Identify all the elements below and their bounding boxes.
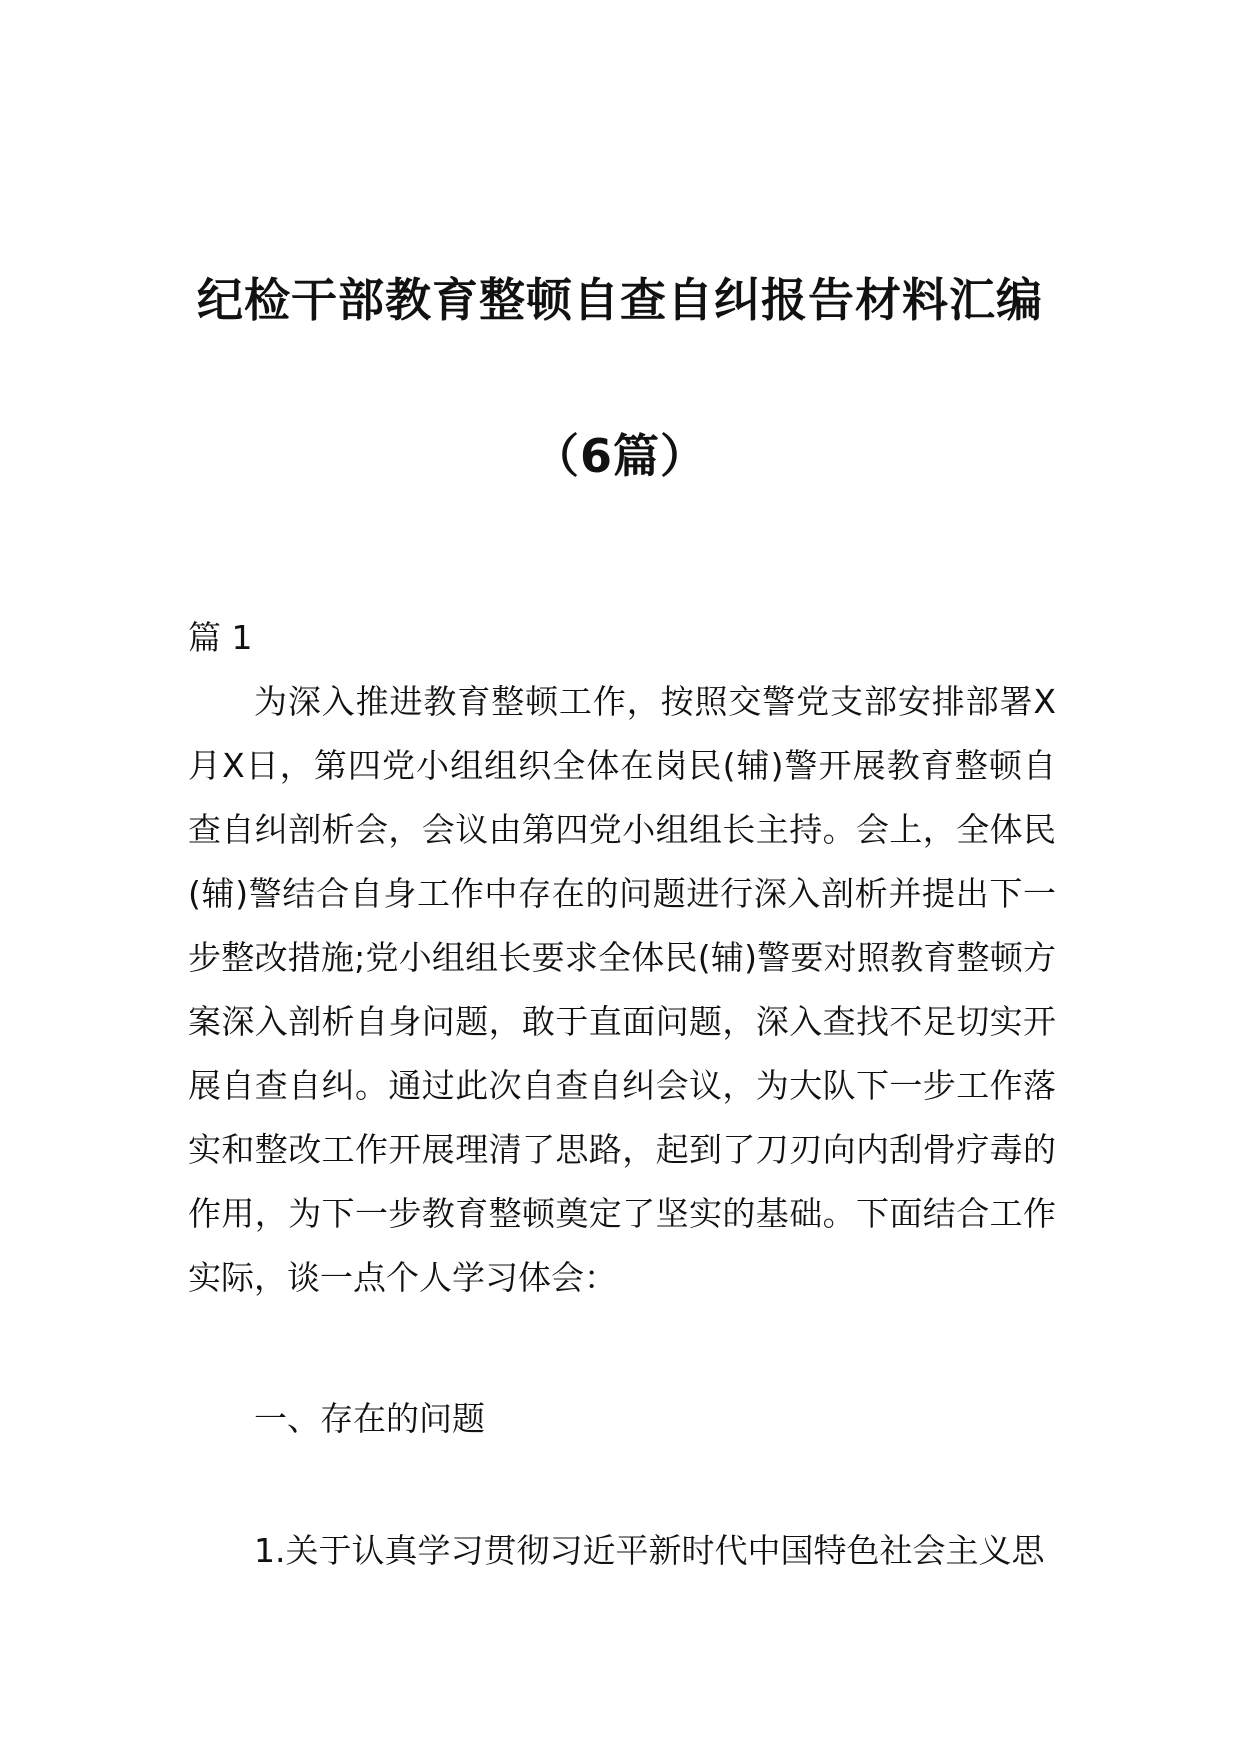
body-paragraph: 为深入推进教育整顿工作，按照交警党支部安排部署X月X日，第四党小组组织全体在岗民(辅)警开展教育整顿自查自纠剖析会，会议由第四党小组组长主持。会上，全体民(辅)警结合自身工作中存在的问题进行深入剖析并提出下一步整改措施;党小组组长要求全体民(辅)警要对照教育整顿方案深入剖析自身问题，敢于直面问题，深入查找不足切实开展自查自纠。通过此次自查自纠会议，为大队下一步工作落实和整改工作开展理清了思路，起到了刀刃向内刮骨疗毒的作用，为下一步教育整顿奠定了坚实的基础。下面结合工作实际，谈一点个人学习体会：: [188, 682, 1056, 1297]
section-label: 篇 1: [188, 618, 253, 657]
list-item: 1.关于认真学习贯彻习近平新时代中国特色社会主义思: [254, 1531, 1045, 1570]
document-subtitle: （6篇）: [532, 429, 707, 483]
section-heading: 一、存在的问题: [254, 1399, 485, 1438]
document-title: 纪检干部教育整顿自查自纠报告材料汇编: [197, 273, 1043, 327]
